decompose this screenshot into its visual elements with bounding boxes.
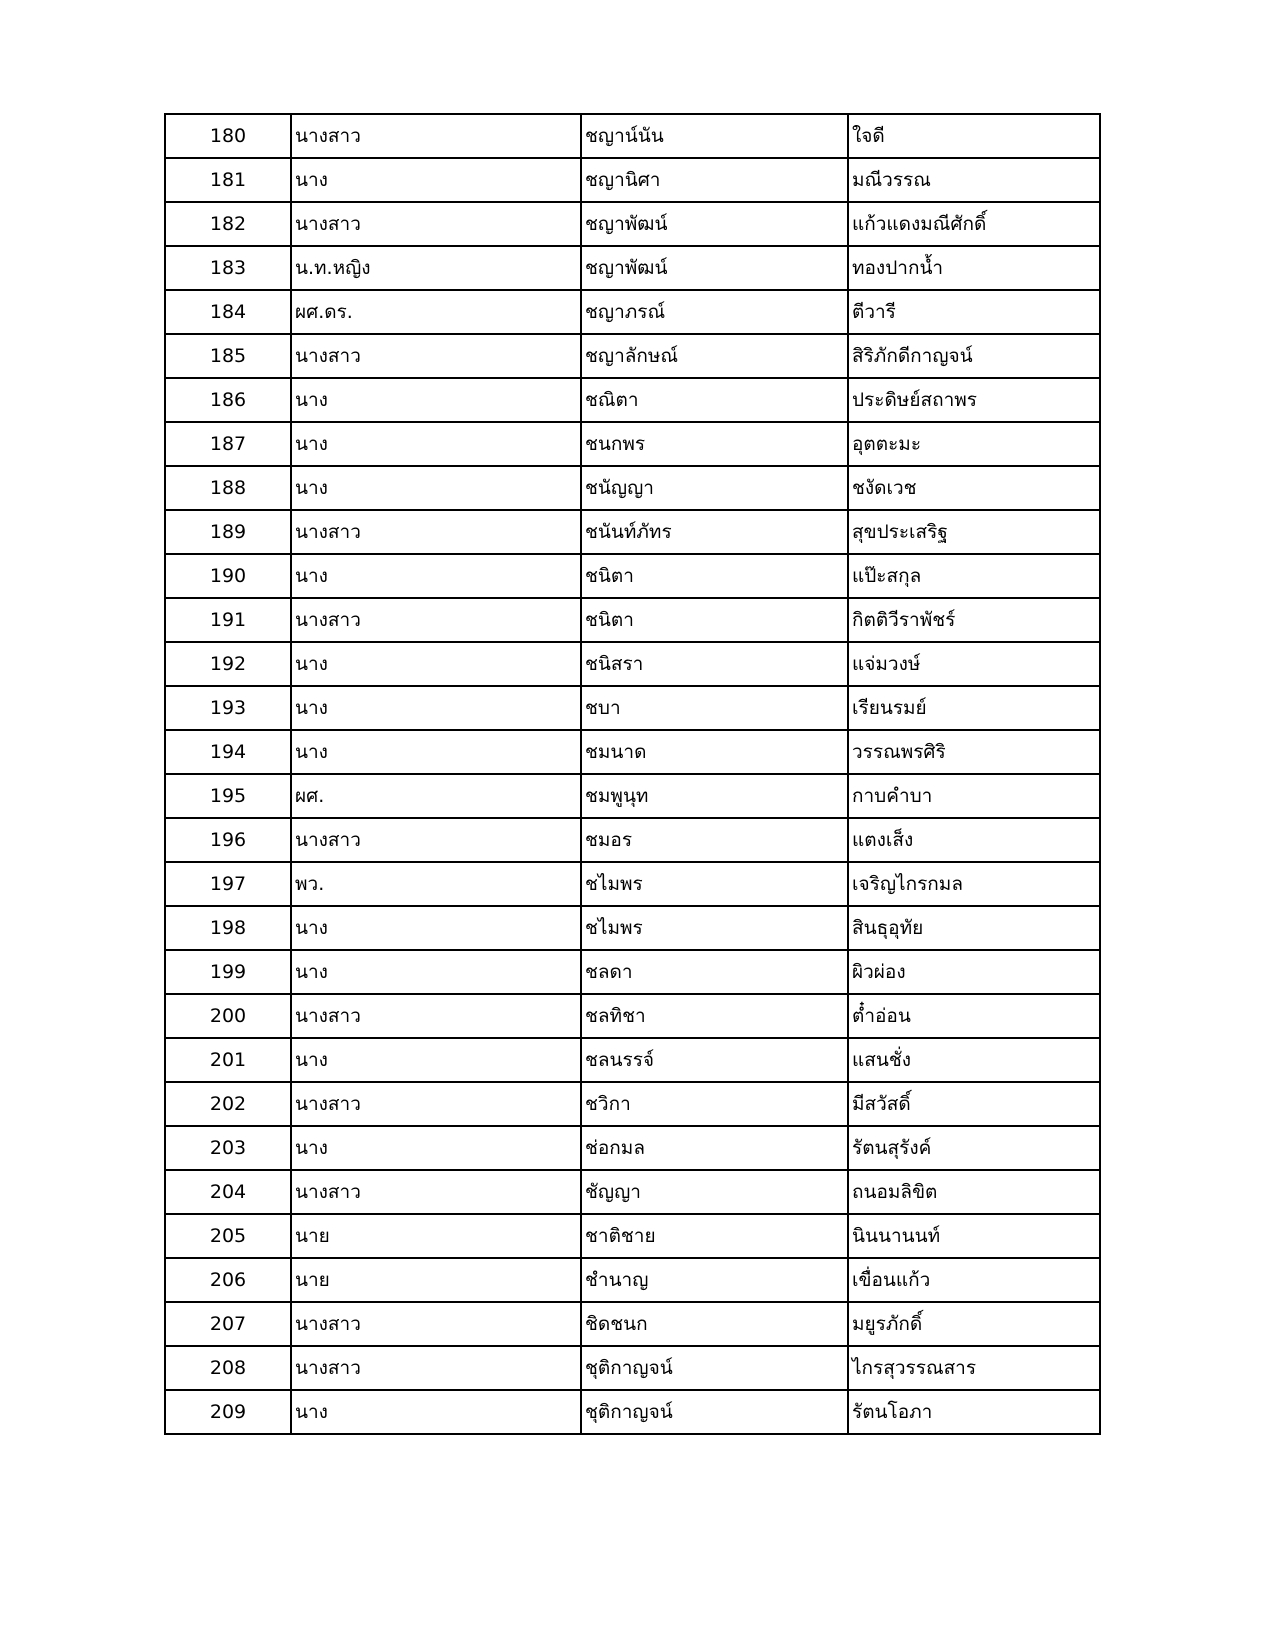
last-name: แป๊ะสกุล [848, 554, 1100, 598]
row-number: 204 [165, 1170, 291, 1214]
last-name: อุตตะมะ [848, 422, 1100, 466]
name-title: นาง [291, 950, 581, 994]
first-name: ชไมพร [581, 862, 848, 906]
first-name: ชนิสรา [581, 642, 848, 686]
table-row [165, 1214, 1100, 1258]
first-name: ชำนาญ [581, 1258, 848, 1302]
first-name: ชลทิชา [581, 994, 848, 1038]
row-number: 181 [165, 158, 291, 202]
row-number: 208 [165, 1346, 291, 1390]
name-title: นางสาว [291, 1346, 581, 1390]
table-row [165, 334, 1100, 378]
table-row [165, 554, 1100, 598]
last-name: กาบคำบา [848, 774, 1100, 818]
name-title: นางสาว [291, 1170, 581, 1214]
last-name: ถนอมลิขิต [848, 1170, 1100, 1214]
table-row [165, 1170, 1100, 1214]
first-name: ชนัญญา [581, 466, 848, 510]
roster-table [164, 113, 1101, 1435]
roster-body [165, 114, 1100, 1434]
last-name: รัตนสุรังค์ [848, 1126, 1100, 1170]
row-number: 209 [165, 1390, 291, 1434]
last-name: ประดิษย์สถาพร [848, 378, 1100, 422]
first-name: ชวิกา [581, 1082, 848, 1126]
table-row [165, 598, 1100, 642]
row-number: 187 [165, 422, 291, 466]
table-row [165, 730, 1100, 774]
first-name: ชุติกาญจน์ [581, 1390, 848, 1434]
name-title: นาย [291, 1214, 581, 1258]
last-name: เจริญไกรกมล [848, 862, 1100, 906]
row-number: 194 [165, 730, 291, 774]
name-title: นาง [291, 422, 581, 466]
row-number: 196 [165, 818, 291, 862]
table-row [165, 510, 1100, 554]
last-name: ผิวผ่อง [848, 950, 1100, 994]
table-row [165, 290, 1100, 334]
name-title: นาง [291, 158, 581, 202]
first-name: ชญาพัฒน์ [581, 246, 848, 290]
last-name: แตงเส็ง [848, 818, 1100, 862]
table-row [165, 642, 1100, 686]
first-name: ชณิตา [581, 378, 848, 422]
table-row [165, 774, 1100, 818]
first-name: ชญาภรณ์ [581, 290, 848, 334]
name-title: นาง [291, 554, 581, 598]
first-name: ชนิตา [581, 554, 848, 598]
name-title: นางสาว [291, 994, 581, 1038]
last-name: ต๋ำอ่อน [848, 994, 1100, 1038]
row-number: 185 [165, 334, 291, 378]
first-name: ชนกพร [581, 422, 848, 466]
name-title: นางสาว [291, 598, 581, 642]
name-title: นางสาว [291, 818, 581, 862]
first-name: ชญาลักษณ์ [581, 334, 848, 378]
last-name: มณีวรรณ [848, 158, 1100, 202]
first-name: ชบา [581, 686, 848, 730]
name-title: นาง [291, 642, 581, 686]
row-number: 197 [165, 862, 291, 906]
name-title: นาง [291, 686, 581, 730]
row-number: 198 [165, 906, 291, 950]
row-number: 191 [165, 598, 291, 642]
table-row [165, 422, 1100, 466]
row-number: 182 [165, 202, 291, 246]
first-name: ชลดา [581, 950, 848, 994]
row-number: 201 [165, 1038, 291, 1082]
table-row [165, 1126, 1100, 1170]
name-title: นาง [291, 730, 581, 774]
last-name: มีสวัสดิ์ [848, 1082, 1100, 1126]
first-name: ชญานิศา [581, 158, 848, 202]
last-name: สุขประเสริฐ [848, 510, 1100, 554]
first-name: ชมอร [581, 818, 848, 862]
last-name: ชงัดเวช [848, 466, 1100, 510]
last-name: เขื่อนแก้ว [848, 1258, 1100, 1302]
row-number: 195 [165, 774, 291, 818]
table-row [165, 686, 1100, 730]
name-title: ผศ. [291, 774, 581, 818]
first-name: ชญาพัฒน์ [581, 202, 848, 246]
table-row [165, 246, 1100, 290]
table-row [165, 1390, 1100, 1434]
table-row [165, 1082, 1100, 1126]
table-row [165, 466, 1100, 510]
first-name: ชลนรรจ์ [581, 1038, 848, 1082]
first-name: ชุติกาญจน์ [581, 1346, 848, 1390]
row-number: 192 [165, 642, 291, 686]
name-title: ผศ.ดร. [291, 290, 581, 334]
last-name: ทองปากน้ำ [848, 246, 1100, 290]
row-number: 199 [165, 950, 291, 994]
first-name: ชัญญา [581, 1170, 848, 1214]
first-name: ชิดชนก [581, 1302, 848, 1346]
name-title: นางสาว [291, 1082, 581, 1126]
first-name: ชาติชาย [581, 1214, 848, 1258]
table-row [165, 378, 1100, 422]
table-row [165, 1346, 1100, 1390]
row-number: 186 [165, 378, 291, 422]
row-number: 203 [165, 1126, 291, 1170]
first-name: ชมพูนุท [581, 774, 848, 818]
last-name: สินธุอุทัย [848, 906, 1100, 950]
table-row [165, 1038, 1100, 1082]
last-name: ใจดี [848, 114, 1100, 158]
row-number: 180 [165, 114, 291, 158]
name-title: นาง [291, 378, 581, 422]
name-title: นาย [291, 1258, 581, 1302]
row-number: 200 [165, 994, 291, 1038]
last-name: แสนชั่ง [848, 1038, 1100, 1082]
last-name: เรียนรมย์ [848, 686, 1100, 730]
last-name: มยูรภักดิ์ [848, 1302, 1100, 1346]
name-title: นาง [291, 1038, 581, 1082]
row-number: 190 [165, 554, 291, 598]
row-number: 206 [165, 1258, 291, 1302]
first-name: ชญาน์นัน [581, 114, 848, 158]
row-number: 188 [165, 466, 291, 510]
last-name: ตีวารี [848, 290, 1100, 334]
name-title: นางสาว [291, 202, 581, 246]
name-title: นาง [291, 1390, 581, 1434]
row-number: 193 [165, 686, 291, 730]
table-row [165, 950, 1100, 994]
first-name: ชนันท์ภัทร [581, 510, 848, 554]
last-name: รัตนโอภา [848, 1390, 1100, 1434]
last-name: แจ่มวงษ์ [848, 642, 1100, 686]
table-row [165, 862, 1100, 906]
row-number: 202 [165, 1082, 291, 1126]
name-title: น.ท.หญิง [291, 246, 581, 290]
row-number: 205 [165, 1214, 291, 1258]
table-row [165, 1302, 1100, 1346]
first-name: ชไมพร [581, 906, 848, 950]
first-name: ชมนาด [581, 730, 848, 774]
last-name: ไกรสุวรรณสาร [848, 1346, 1100, 1390]
row-number: 184 [165, 290, 291, 334]
name-title: นางสาว [291, 510, 581, 554]
last-name: กิตติวีราพัชร์ [848, 598, 1100, 642]
last-name: นินนานนท์ [848, 1214, 1100, 1258]
name-title: นางสาว [291, 1302, 581, 1346]
name-title: นางสาว [291, 334, 581, 378]
table-row [165, 114, 1100, 158]
last-name: วรรณพรศิริ [848, 730, 1100, 774]
name-title: พว. [291, 862, 581, 906]
name-title: นาง [291, 1126, 581, 1170]
name-title: นางสาว [291, 114, 581, 158]
table-row [165, 158, 1100, 202]
row-number: 189 [165, 510, 291, 554]
name-title: นาง [291, 906, 581, 950]
last-name: แก้วแดงมณีศักดิ์ [848, 202, 1100, 246]
first-name: ชนิตา [581, 598, 848, 642]
last-name: สิริภักดีกาญจน์ [848, 334, 1100, 378]
row-number: 183 [165, 246, 291, 290]
table-row [165, 818, 1100, 862]
name-title: นาง [291, 466, 581, 510]
first-name: ช่อกมล [581, 1126, 848, 1170]
table-row [165, 202, 1100, 246]
table-row [165, 994, 1100, 1038]
table-row [165, 1258, 1100, 1302]
row-number: 207 [165, 1302, 291, 1346]
table-row [165, 906, 1100, 950]
